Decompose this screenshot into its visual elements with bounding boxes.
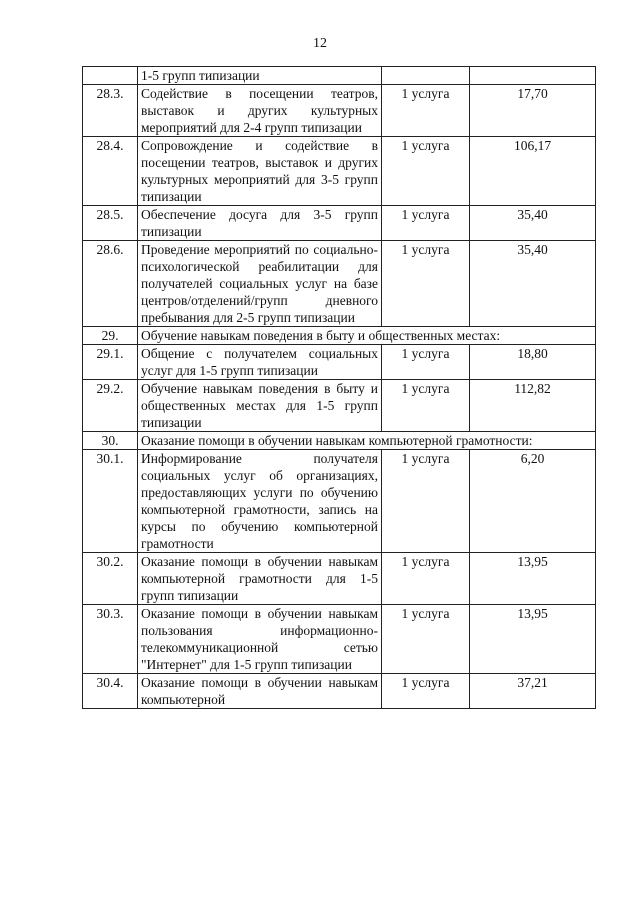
service-name: Информирование получателя социальных услуг об организациях, предоставляющих услуги по обучению компьютерной грамотности, запись на курсы по обучению компьютерной грамотности xyxy=(138,450,382,553)
service-price: 35,40 xyxy=(470,241,596,327)
service-name: Обеспечение досуга для 3-5 групп типизации xyxy=(138,206,382,241)
table-row xyxy=(83,674,596,709)
service-name: Содействие в посещении театров, выставок и других культурных мероприятий для 2-4 групп типизации xyxy=(138,85,382,137)
service-price: 17,70 xyxy=(470,85,596,137)
service-name: Проведение мероприятий по социально-психологической реабилитации для получателей социальных услуг на базе центров/отделений/групп дневного пребывания для 2-5 групп типизации xyxy=(138,241,382,327)
row-number: 29.2. xyxy=(83,380,138,432)
service-name: Сопровождение и содействие в посещении театров, выставок и других культурных мероприятий для 3-5 групп типизации xyxy=(138,137,382,206)
service-name: 1-5 групп типизации xyxy=(138,67,382,85)
service-unit: 1 услуга xyxy=(382,241,470,327)
service-price: 35,40 xyxy=(470,206,596,241)
service-unit: 1 услуга xyxy=(382,674,470,709)
table-row xyxy=(83,553,596,605)
service-unit xyxy=(382,67,470,85)
service-name: Обучение навыкам поведения в быту и общественных местах для 1-5 групп типизации xyxy=(138,380,382,432)
service-unit: 1 услуга xyxy=(382,380,470,432)
row-number: 30.3. xyxy=(83,605,138,674)
service-name: Оказание помощи в обучении навыкам пользования информационно-телекоммуникационной сетью "Интернет" для 1-5 групп типизации xyxy=(138,605,382,674)
table-row xyxy=(83,345,596,380)
service-price: 112,82 xyxy=(470,380,596,432)
section-row xyxy=(83,327,596,345)
service-price: 18,80 xyxy=(470,345,596,380)
table-row xyxy=(83,85,596,137)
row-number: 30.4. xyxy=(83,674,138,709)
table-row-continuation xyxy=(83,67,596,85)
row-number: 29.1. xyxy=(83,345,138,380)
service-price: 6,20 xyxy=(470,450,596,553)
row-number: 28.6. xyxy=(83,241,138,327)
service-price: 106,17 xyxy=(470,137,596,206)
row-number: 30.2. xyxy=(83,553,138,605)
service-unit: 1 услуга xyxy=(382,553,470,605)
services-table xyxy=(82,66,596,709)
table-row xyxy=(83,380,596,432)
row-number: 28.3. xyxy=(83,85,138,137)
table-row xyxy=(83,206,596,241)
page-number: 12 xyxy=(313,36,327,51)
service-name: Общение с получателем социальных услуг для 1-5 групп типизации xyxy=(138,345,382,380)
service-unit: 1 услуга xyxy=(382,450,470,553)
service-unit: 1 услуга xyxy=(382,206,470,241)
service-unit: 1 услуга xyxy=(382,137,470,206)
table-row xyxy=(83,137,596,206)
service-unit: 1 услуга xyxy=(382,85,470,137)
service-price: 37,21 xyxy=(470,674,596,709)
table-body xyxy=(83,67,596,709)
service-name: Оказание помощи в обучении навыкам компьютерной грамотности для 1-5 групп типизации xyxy=(138,553,382,605)
table-row xyxy=(83,241,596,327)
section-title: Оказание помощи в обучении навыкам компьютерной грамотности: xyxy=(138,432,596,450)
service-name: Оказание помощи в обучении навыкам компьютерной xyxy=(138,674,382,709)
service-unit: 1 услуга xyxy=(382,345,470,380)
section-row xyxy=(83,432,596,450)
service-price: 13,95 xyxy=(470,605,596,674)
table-row xyxy=(83,450,596,553)
row-number: 30.1. xyxy=(83,450,138,553)
row-number: 28.5. xyxy=(83,206,138,241)
section-title: Обучение навыкам поведения в быту и общественных местах: xyxy=(138,327,596,345)
row-number: 28.4. xyxy=(83,137,138,206)
service-price xyxy=(470,67,596,85)
section-number: 29. xyxy=(83,327,138,345)
service-price: 13,95 xyxy=(470,553,596,605)
section-number: 30. xyxy=(83,432,138,450)
table-row xyxy=(83,605,596,674)
service-unit: 1 услуга xyxy=(382,605,470,674)
row-number xyxy=(83,67,138,85)
